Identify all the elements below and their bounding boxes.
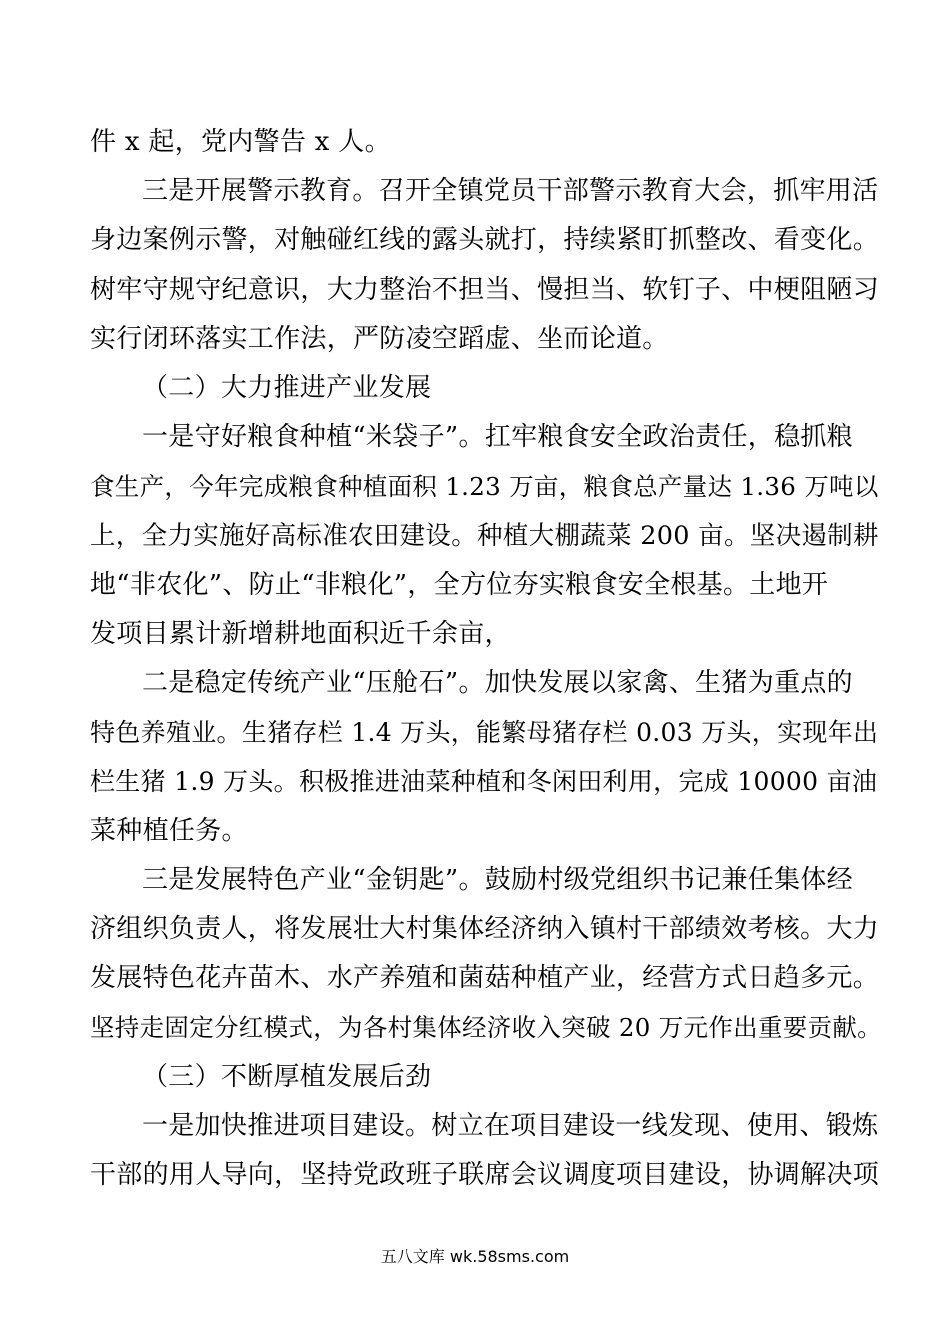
text-line: 树牢守规守纪意识，大力整治不担当、慢担当、软钉子、中梗阻陋习 [90, 274, 880, 305]
text-line: 特色养殖业。生猪存栏 1.4 万头，能繁母猪存栏 0.03 万头，实现年出 [90, 718, 879, 748]
text-line: 身边案例示警，对触碰红线的露头就打，持续紧盯抓整改、看变化。 [90, 225, 880, 256]
paragraph-start-line: 二是稳定传统产业“压舱石”。加快发展以家禽、生猪为重点的 [142, 668, 853, 699]
document-body [90, 118, 880, 1200]
paragraph-start-line: 三是开展警示教育。召开全镇党员干部警示教育大会，抓牢用活 [142, 176, 879, 207]
text-line: 件 x 起，党内警告 x 人。 [90, 127, 391, 157]
text-line: 济组织负责人，将发展壮大村集体经济纳入镇村干部绩效考核。大力 [90, 914, 880, 944]
text-line: 发展特色花卉苗木、水产养殖和菌菇种植产业，经营方式日趋多元。 [90, 963, 880, 994]
text-line: 食生产，今年完成粮食种植面积 1.23 万亩，粮食总产量达 1.36 万吨以 [90, 472, 879, 502]
paragraph-start-line: 一是加快推进项目建设。树立在项目建设一线发现、使用、锻炼 [142, 1110, 879, 1141]
text-line: 菜种植任务。 [90, 815, 248, 846]
text-line: 栏生猪 1.9 万头。积极推进油菜种植和冬闲田利用，完成 10000 亩油 [90, 767, 878, 797]
section-heading: （二）大力推进产业发展 [142, 372, 432, 403]
text-line: 上，全力实施好高标准农田建设。种植大棚蔬菜 200 亩。坚决遏制耕 [90, 520, 879, 551]
text-line: 坚持走固定分红模式，为各村集体经济收入突破 20 万元作出重要贡献。 [90, 1013, 882, 1043]
text-line: 地“非农化”、防止“非粮化”，全方位夯实粮食安全根基。土地开 [90, 569, 829, 600]
paragraph-start-line: 一是守好粮食种植“米袋子”。扛牢粮食安全政治责任，稳抓粮 [142, 422, 853, 453]
footer-watermark: 五八文库 wk.58sms.com [380, 1247, 570, 1266]
text-line: 发项目累计新增耕地面积近千余亩， [90, 618, 511, 649]
text-line: 干部的用人导向，坚持党政班子联席会议调度项目建设，协调解决项 [90, 1159, 880, 1190]
text-line: 实行闭环落实工作法，严防凌空蹈虚、坐而论道。 [90, 323, 669, 354]
section-heading: （三）不断厚植发展后劲 [142, 1061, 432, 1092]
paragraph-start-line: 三是发展特色产业“金钥匙”。鼓励村级党组织书记兼任集体经 [142, 864, 853, 895]
